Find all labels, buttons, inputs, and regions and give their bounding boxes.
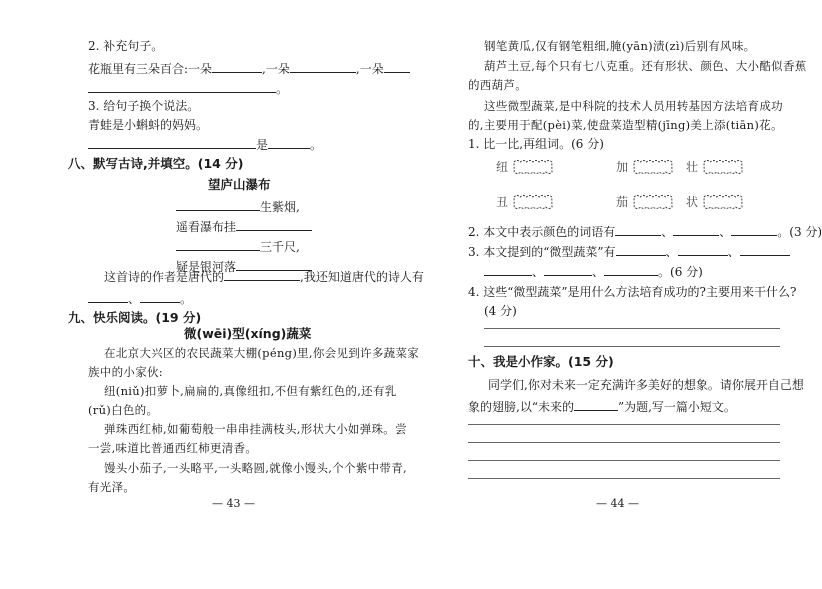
story-paragraph-1-cont: 族中的小家伙: xyxy=(88,365,163,379)
r-q3-blank-1[interactable] xyxy=(616,243,666,256)
q2-blank-2[interactable] xyxy=(290,60,356,73)
word-box[interactable] xyxy=(702,194,744,210)
poem-blank-3[interactable] xyxy=(176,238,260,251)
compare-item-zhuang xyxy=(686,158,744,175)
poem-blank-2[interactable] xyxy=(236,218,312,231)
q3-shi: 是 xyxy=(256,138,269,152)
story-paragraph-2: 纽(niǔ)扣萝卜,扁扁的,真像纽扣,不但有紫红色的,还有乳 xyxy=(104,384,397,398)
q3-blank-2[interactable] xyxy=(268,136,310,149)
author-q-text-b: ,我还知道唐代的诗人有 xyxy=(300,270,424,284)
r-q3-blank-2[interactable] xyxy=(678,243,728,256)
r-q3-line2 xyxy=(484,263,703,280)
compare-char-jia: 加 xyxy=(616,160,629,174)
q3-end: 。 xyxy=(310,138,323,152)
story-paragraph-7: 这些微型蔬菜,是中科院的技术人员用转基因方法培育成功 xyxy=(484,99,783,113)
r-q3-end: 。(6 分) xyxy=(658,265,703,279)
word-box[interactable] xyxy=(702,159,744,175)
poet-blank-2[interactable] xyxy=(140,290,180,303)
r-q4-answer-line-1[interactable] xyxy=(484,328,780,329)
writing-prompt-a: 同学们,你对未来一定充满许多美好的想象。请你展开自己想 xyxy=(488,378,804,392)
story-paragraph-4-cont: 有光泽。 xyxy=(88,480,136,494)
r-q2-sep-2: 、 xyxy=(719,225,732,239)
word-box[interactable] xyxy=(512,194,554,210)
writing-line-4[interactable] xyxy=(468,478,780,479)
compare-item-qie xyxy=(616,193,674,210)
r-q1-label: 1. 比一比,再组词。(6 分) xyxy=(468,137,604,151)
q2-sep-2: ,一朵 xyxy=(355,62,384,76)
story-paragraph-6: 葫芦土豆,每个只有七八克重。还有形状、颜色、大小酷似香蕉 xyxy=(484,59,807,73)
author-question xyxy=(104,268,424,285)
word-box[interactable] xyxy=(632,194,674,210)
poets-line xyxy=(88,290,192,307)
right-page xyxy=(400,0,822,589)
story-paragraph-4: 馒头小茄子,一头略平,一头略圆,就像小馒头,个个紫中带青, xyxy=(104,461,407,475)
compare-char-chou: 丑 xyxy=(496,195,509,209)
r-q3-sep-3: 、 xyxy=(532,265,545,279)
q3-label: 3. 给句子换个说法。 xyxy=(88,99,200,113)
q2-label: 2. 补充句子。 xyxy=(88,39,164,53)
story-paragraph-6-cont: 的西葫芦。 xyxy=(468,78,527,92)
section-9-heading: 九、快乐阅读。(19 分) xyxy=(68,310,202,325)
compare-char-qie: 茄 xyxy=(616,195,629,209)
story-title: 微(wēi)型(xíng)蔬菜 xyxy=(184,326,312,341)
word-box[interactable] xyxy=(512,159,554,175)
r-q2-blank-2[interactable] xyxy=(673,223,719,236)
q2-line2 xyxy=(88,80,288,97)
r-q4-points: (4 分) xyxy=(484,304,517,318)
writing-prompt-b1: 象的翅膀,以“未来的 xyxy=(468,400,574,414)
q2-sentence xyxy=(88,60,410,77)
poem-text-2: 遥看瀑布挂 xyxy=(176,220,237,234)
writing-line-2[interactable] xyxy=(468,442,780,443)
poet-end: 。 xyxy=(180,292,193,306)
compare-item-niu xyxy=(496,158,554,175)
r-q4-answer-line-2[interactable] xyxy=(484,346,780,347)
section-8-heading: 八、默写古诗,并填空。(14 分) xyxy=(68,156,244,171)
q3-sentence: 青蛙是小蝌蚪的妈妈。 xyxy=(88,118,209,132)
r-q3-label: 3. 本文提到的“微型蔬菜”有 xyxy=(468,245,616,259)
q3-answer xyxy=(88,136,322,153)
r-q2-blank-1[interactable] xyxy=(615,223,661,236)
compare-item-chou xyxy=(496,193,554,210)
poem-line-1 xyxy=(176,198,300,215)
compare-item-jia xyxy=(616,158,674,175)
page-number-right: — 44 — xyxy=(596,497,639,510)
poem-line-3 xyxy=(176,238,300,255)
compare-char-zhuang2: 状 xyxy=(686,195,699,209)
q3-blank-1[interactable] xyxy=(88,136,256,149)
story-paragraph-3: 弹珠西红柿,如葡萄般一串串挂满枝头,形状大小如弹珠。尝 xyxy=(104,422,407,436)
author-q-text-a: 这首诗的作者是唐代的 xyxy=(104,270,225,284)
section-10-heading: 十、我是小作家。(15 分) xyxy=(468,354,614,369)
writing-prompt-b2: ”为题,写一篇小短文。 xyxy=(617,400,736,414)
writing-title-blank[interactable] xyxy=(574,398,618,411)
poem-text-4: 疑是银河落 xyxy=(176,260,237,274)
story-paragraph-3-cont: 一尝,味道比普通西红柿更清香。 xyxy=(88,441,258,455)
story-paragraph-5: 钢笔黄瓜,仅有钢笔粗细,腌(yān)渍(zì)后别有风味。 xyxy=(484,39,756,53)
compare-char-zhuang: 壮 xyxy=(686,160,699,174)
poet-sep: 、 xyxy=(128,292,141,306)
r-q2-sep-1: 、 xyxy=(661,225,674,239)
compare-item-zhuang2 xyxy=(686,193,744,210)
poem-text-1: 生紫烟, xyxy=(260,200,300,214)
r-q3-blank-4[interactable] xyxy=(484,263,532,276)
r-q3-sep-2: 、 xyxy=(727,245,740,259)
r-q2-end: 。(3 分) xyxy=(777,225,822,239)
r-q3 xyxy=(468,243,790,260)
poem-text-3: 三千尺, xyxy=(260,240,300,254)
q2-sentence-start: 花瓶里有三朵百合:一朵 xyxy=(88,62,213,76)
writing-line-1[interactable] xyxy=(468,424,780,425)
r-q3-blank-6[interactable] xyxy=(604,263,658,276)
r-q3-sep-1: 、 xyxy=(665,245,678,259)
story-paragraph-7-cont: 的,主要用于配(pèi)菜,使盘菜造型精(jīng)美上添(tiān)花。 xyxy=(468,118,783,132)
story-paragraph-2-cont: (rǔ)白色的。 xyxy=(88,403,159,417)
r-q3-blank-5[interactable] xyxy=(544,263,592,276)
poem-blank-1[interactable] xyxy=(176,198,260,211)
poem-title: 望庐山瀑布 xyxy=(208,177,271,192)
author-blank[interactable] xyxy=(224,268,300,281)
word-box[interactable] xyxy=(632,159,674,175)
poet-blank-1[interactable] xyxy=(88,290,128,303)
r-q2-label: 2. 本文中表示颜色的词语有 xyxy=(468,225,616,239)
story-paragraph-1: 在北京大兴区的农民蔬菜大棚(péng)里,你会见到许多蔬菜家 xyxy=(104,346,420,360)
q2-blank-4[interactable] xyxy=(88,80,276,93)
r-q3-sep-4: 、 xyxy=(592,265,605,279)
q2-blank-1[interactable] xyxy=(212,60,262,73)
compare-char-niu: 纽 xyxy=(496,160,509,174)
writing-prompt-b xyxy=(468,398,736,415)
q2-end: 。 xyxy=(276,82,289,96)
r-q2-blank-3[interactable] xyxy=(731,223,777,236)
poem-line-2 xyxy=(176,218,312,235)
r-q2 xyxy=(468,223,822,240)
r-q3-blank-3[interactable] xyxy=(740,243,790,256)
page-number-left: — 43 — xyxy=(212,497,255,510)
q2-sep-1: ,一朵 xyxy=(262,62,290,76)
writing-line-3[interactable] xyxy=(468,460,780,461)
r-q4-label: 4. 这些“微型蔬菜”是用什么方法培育成功的?主要用来干什么? xyxy=(468,285,797,299)
